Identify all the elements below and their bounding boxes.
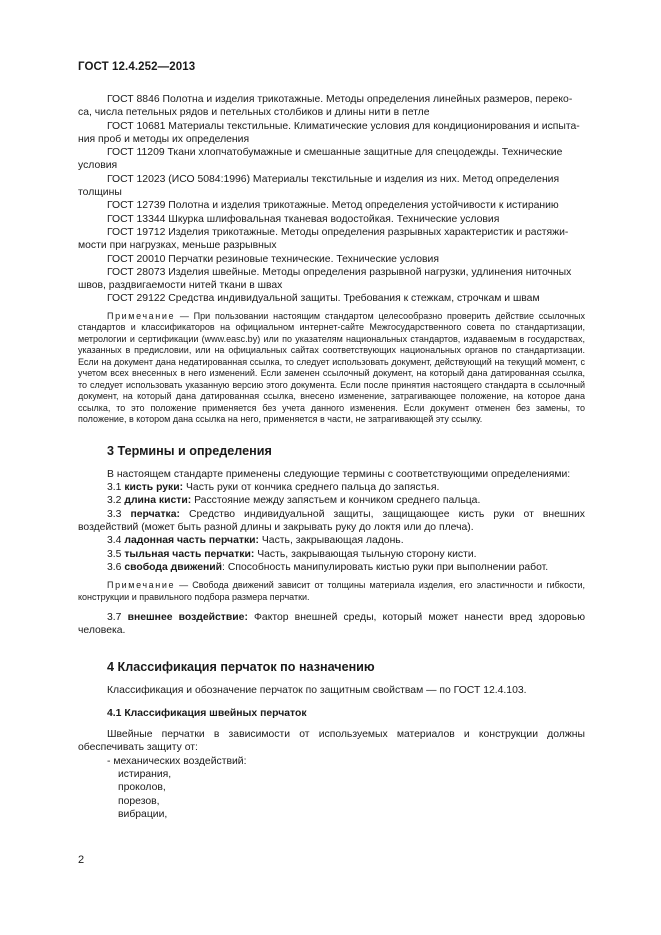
page-number: 2 [78, 854, 85, 866]
list-item: вибрации, [118, 808, 168, 820]
section-3-title: 3 Термины и определения [107, 443, 272, 458]
section-4-intro: Классификация и обозначение перчаток по защитным свойствам — по ГОСТ 12.4.103. [107, 684, 527, 696]
document-header: ГОСТ 12.4.252—2013 [78, 61, 196, 73]
list-head: - механических воздействий: [107, 755, 247, 767]
references-list [78, 93, 585, 306]
reference-item: ГОСТ 12023 (ИСО 5084:1996) Материалы текстильные и изделия из них. Метод определения толщины [78, 173, 560, 199]
reference-item: ГОСТ 19712 Изделия трикотажные. Методы определения разрывных характеристик и растяжи- мости при нагрузках, меньше разрывных [78, 226, 569, 252]
reference-item: ГОСТ 28073 Изделия швейные. Методы определения разрывной нагрузки, удлинения ниточных швов, раздвигаемости нитей ткани в швах [78, 266, 572, 292]
reference-item: ГОСТ 11209 Ткани хлопчатобумажные и смешанные защитные для спецодежды. Технические условия [78, 147, 563, 172]
reference-item: ГОСТ 10681 Материалы текстильные. Климатические условия для кондиционирования и испыта- ния проб и методы их определения [78, 120, 580, 145]
term-item: 3.4 ладонная часть перчатки: Часть, закрывающая ладонь. [107, 535, 404, 547]
section-4-title: 4 Классификация перчаток по назначению [107, 659, 375, 674]
page-content [78, 93, 585, 821]
term-item: 3.5 тыльная часть перчатки: Часть, закрывающая тыльную сторону кисти. [107, 548, 477, 560]
reference-item: ГОСТ 20010 Перчатки резиновые технические. Технические условия [107, 253, 439, 265]
list-item: истирания, [118, 768, 172, 780]
reference-item: ГОСТ 29122 Средства индивидуальной защиты. Требования к стежкам, строчкам и швам [107, 293, 540, 305]
reference-item: ГОСТ 13344 Шкурка шлифовальная тканевая водостойкая. Технические условия [107, 213, 500, 225]
term-item: 3.7 внешнее воздействие: Фактор внешней среды, который может нанести вред здоровью человека. [78, 612, 586, 637]
section-3-intro: В настоящем стандарте применены следующие термины с соответствующими определениями: [107, 468, 571, 480]
term-item: 3.6 свобода движений: Способность манипулировать кистью руки при выполнении работ. [107, 561, 549, 573]
term-item: 3.2 длина кисти: Расстояние между запястьем и кончиком среднего пальца. [107, 495, 481, 507]
subsection-4-1-intro: Швейные перчатки в зависимости от используемых материалов и конструкции должны обеспечивать защиту от: [78, 729, 585, 754]
note-freedom-of-movement: Примечание — Свобода движений зависит от толщины материала изделия, его эластичности и гибкости, конструкции и правильного подбора размера перчатки. [78, 580, 585, 602]
list-item: проколов, [118, 782, 166, 794]
reference-item: ГОСТ 12739 Полотна и изделия трикотажные. Метод определения устойчивости к истиранию [107, 200, 559, 212]
term-item: 3.1 кисть руки: Часть руки от кончика среднего пальца до запястья. [107, 482, 440, 494]
subsection-4-1-title: 4.1 Классификация швейных перчаток [107, 708, 307, 720]
list-item: порезов, [118, 795, 160, 807]
reference-item: ГОСТ 8846 Полотна и изделия трикотажные. Методы определения линейных размеров, переко- са, числа петельных рядов и петельных столбиков и длины нити в петле [78, 94, 573, 119]
note-references: Примечание — При пользовании настоящим стандартом целесообразно проверить действие ссылочных стандартов и классификаторов на официальном интернет-сайте Межгосударственного совета по стандартизации, метрологии и сертификации (www.easc.by) или по указателям национальных стандартов, издаваемым в государствах, указанных в предисловии, или на официальных сайтах соответствующих национальных органов по стандартизации. Если на документ дана недатированная ссылка, то следует использовать документ, действующий на текущий момент, с учетом всех внесенных в него изменений. Если заменен ссылочный документ, на который дана датированная ссылка, то следует использовать указанную версию этого документа. Если после принятия настоящего стандарта в ссылочный документ, на который дана датированная ссылка, внесено изменение, затрагивающее положение, на которое дана ссылка, то это положение применяется без учета данного изменения. Если документ отменен без замены, то положение, в котором дана ссылка на него, применяется в части, не затрагивающей эту ссылку. [78, 310, 585, 425]
term-item: 3.3 перчатка: Средство индивидуальной защиты, защищающее кисть руки от внешних воздействий (может быть разной длины и закрывать руку до локтя или до плеча). [78, 508, 585, 533]
